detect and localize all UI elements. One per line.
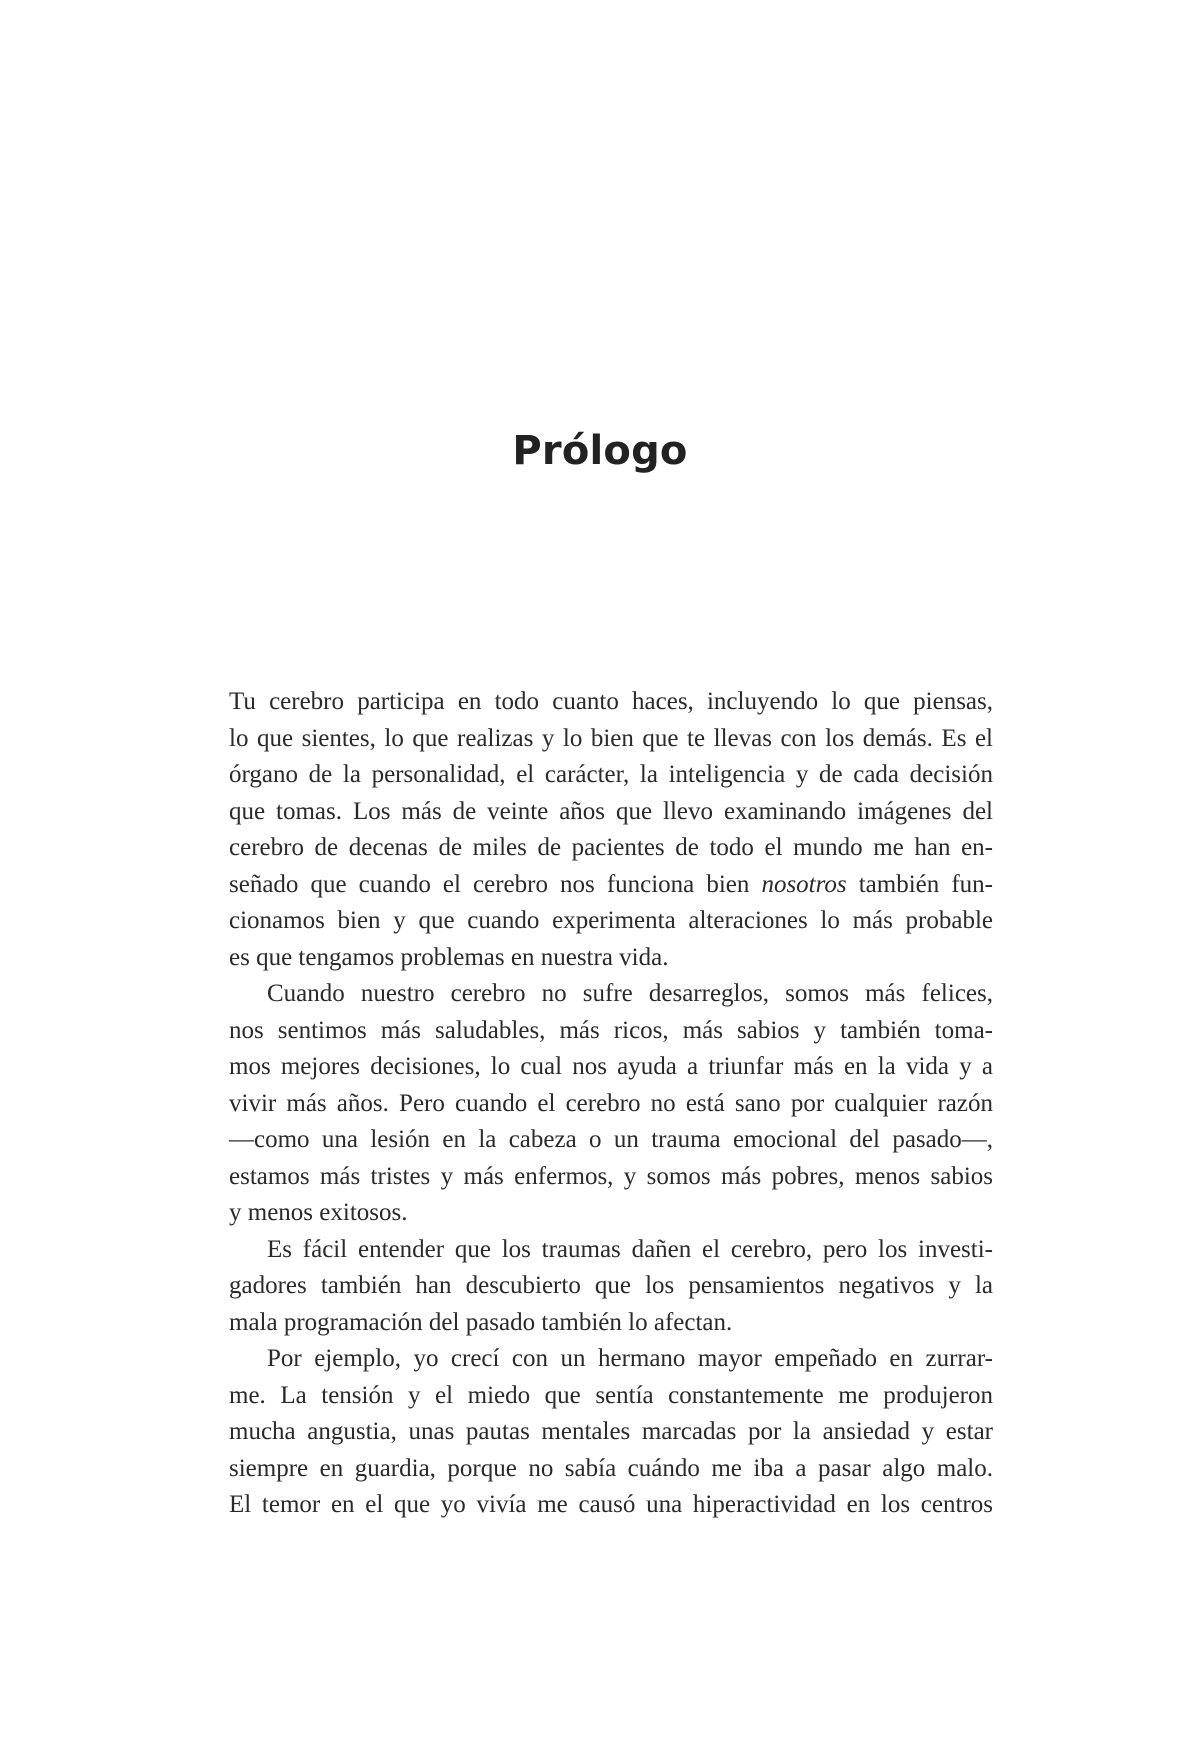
text-line: mala programación del pasado también lo afectan.	[229, 1308, 733, 1336]
text-line: gadores también han descubierto que los pensamientos negativos y la	[229, 1272, 993, 1299]
chapter-body	[229, 684, 993, 1524]
text-line: Cuando nuestro cerebro no sufre desarreglos, somos más felices,	[267, 980, 993, 1007]
text-line: y menos exitosos.	[229, 1199, 408, 1226]
text-line: mos mejores decisiones, lo cual nos ayuda a triunfar más en la vida y a	[229, 1053, 993, 1080]
emphasized-word: nosotros	[761, 870, 847, 898]
text-line: que tomas. Los más de veinte años que llevo examinando imágenes del	[229, 797, 993, 825]
text-line: —como una lesión en la cabeza o un trauma emocional del pasado—,	[229, 1126, 993, 1153]
text-line: El temor en el que yo vivía me causó una hiperactividad en los centros	[229, 1491, 993, 1518]
text-line: órgano de la personalidad, el carácter, la inteligencia y de cada decisión	[229, 761, 993, 788]
text-line: Por ejemplo, yo crecí con un hermano mayor empeñado en zurrar-	[267, 1345, 993, 1372]
text-line: estamos más tristes y más enfermos, y somos más pobres, menos sabios	[229, 1162, 993, 1190]
text-line-with-emphasis	[229, 867, 993, 904]
paragraph-2	[229, 976, 993, 1232]
text-line: es que tengamos problemas en nuestra vida.	[229, 943, 669, 971]
text-segment: señado que cuando el cerebro nos funciona bien	[229, 870, 762, 898]
paragraph-1	[229, 684, 993, 976]
text-line: lo que sientes, lo que realizas y lo bien que te llevas con los demás. Es el	[229, 724, 993, 752]
text-line: siempre en guardia, porque no sabía cuándo me iba a pasar algo malo.	[229, 1454, 993, 1482]
text-line: cerebro de decenas de miles de pacientes de todo el mundo me han en-	[229, 834, 993, 861]
text-line: Tu cerebro participa en todo cuanto haces, incluyendo lo que piensas,	[229, 688, 993, 715]
text-line: nos sentimos más saludables, más ricos, más sabios y también toma-	[229, 1016, 993, 1044]
paragraph-3	[229, 1232, 993, 1342]
text-line: mucha angustia, unas pautas mentales marcadas por la ansiedad y estar	[229, 1418, 993, 1445]
text-line: vivir más años. Pero cuando el cerebro no está sano por cualquier razón	[229, 1089, 993, 1117]
text-line: me. La tensión y el miedo que sentía constantemente me produjeron	[229, 1381, 993, 1409]
text-segment: también fun-	[846, 870, 993, 898]
paragraph-4	[229, 1341, 993, 1524]
text-line: cionamos bien y que cuando experimenta alteraciones lo más probable	[229, 907, 993, 934]
text-line: Es fácil entender que los traumas dañen el cerebro, pero los investi-	[267, 1235, 993, 1263]
chapter-title: Prólogo	[512, 428, 688, 474]
